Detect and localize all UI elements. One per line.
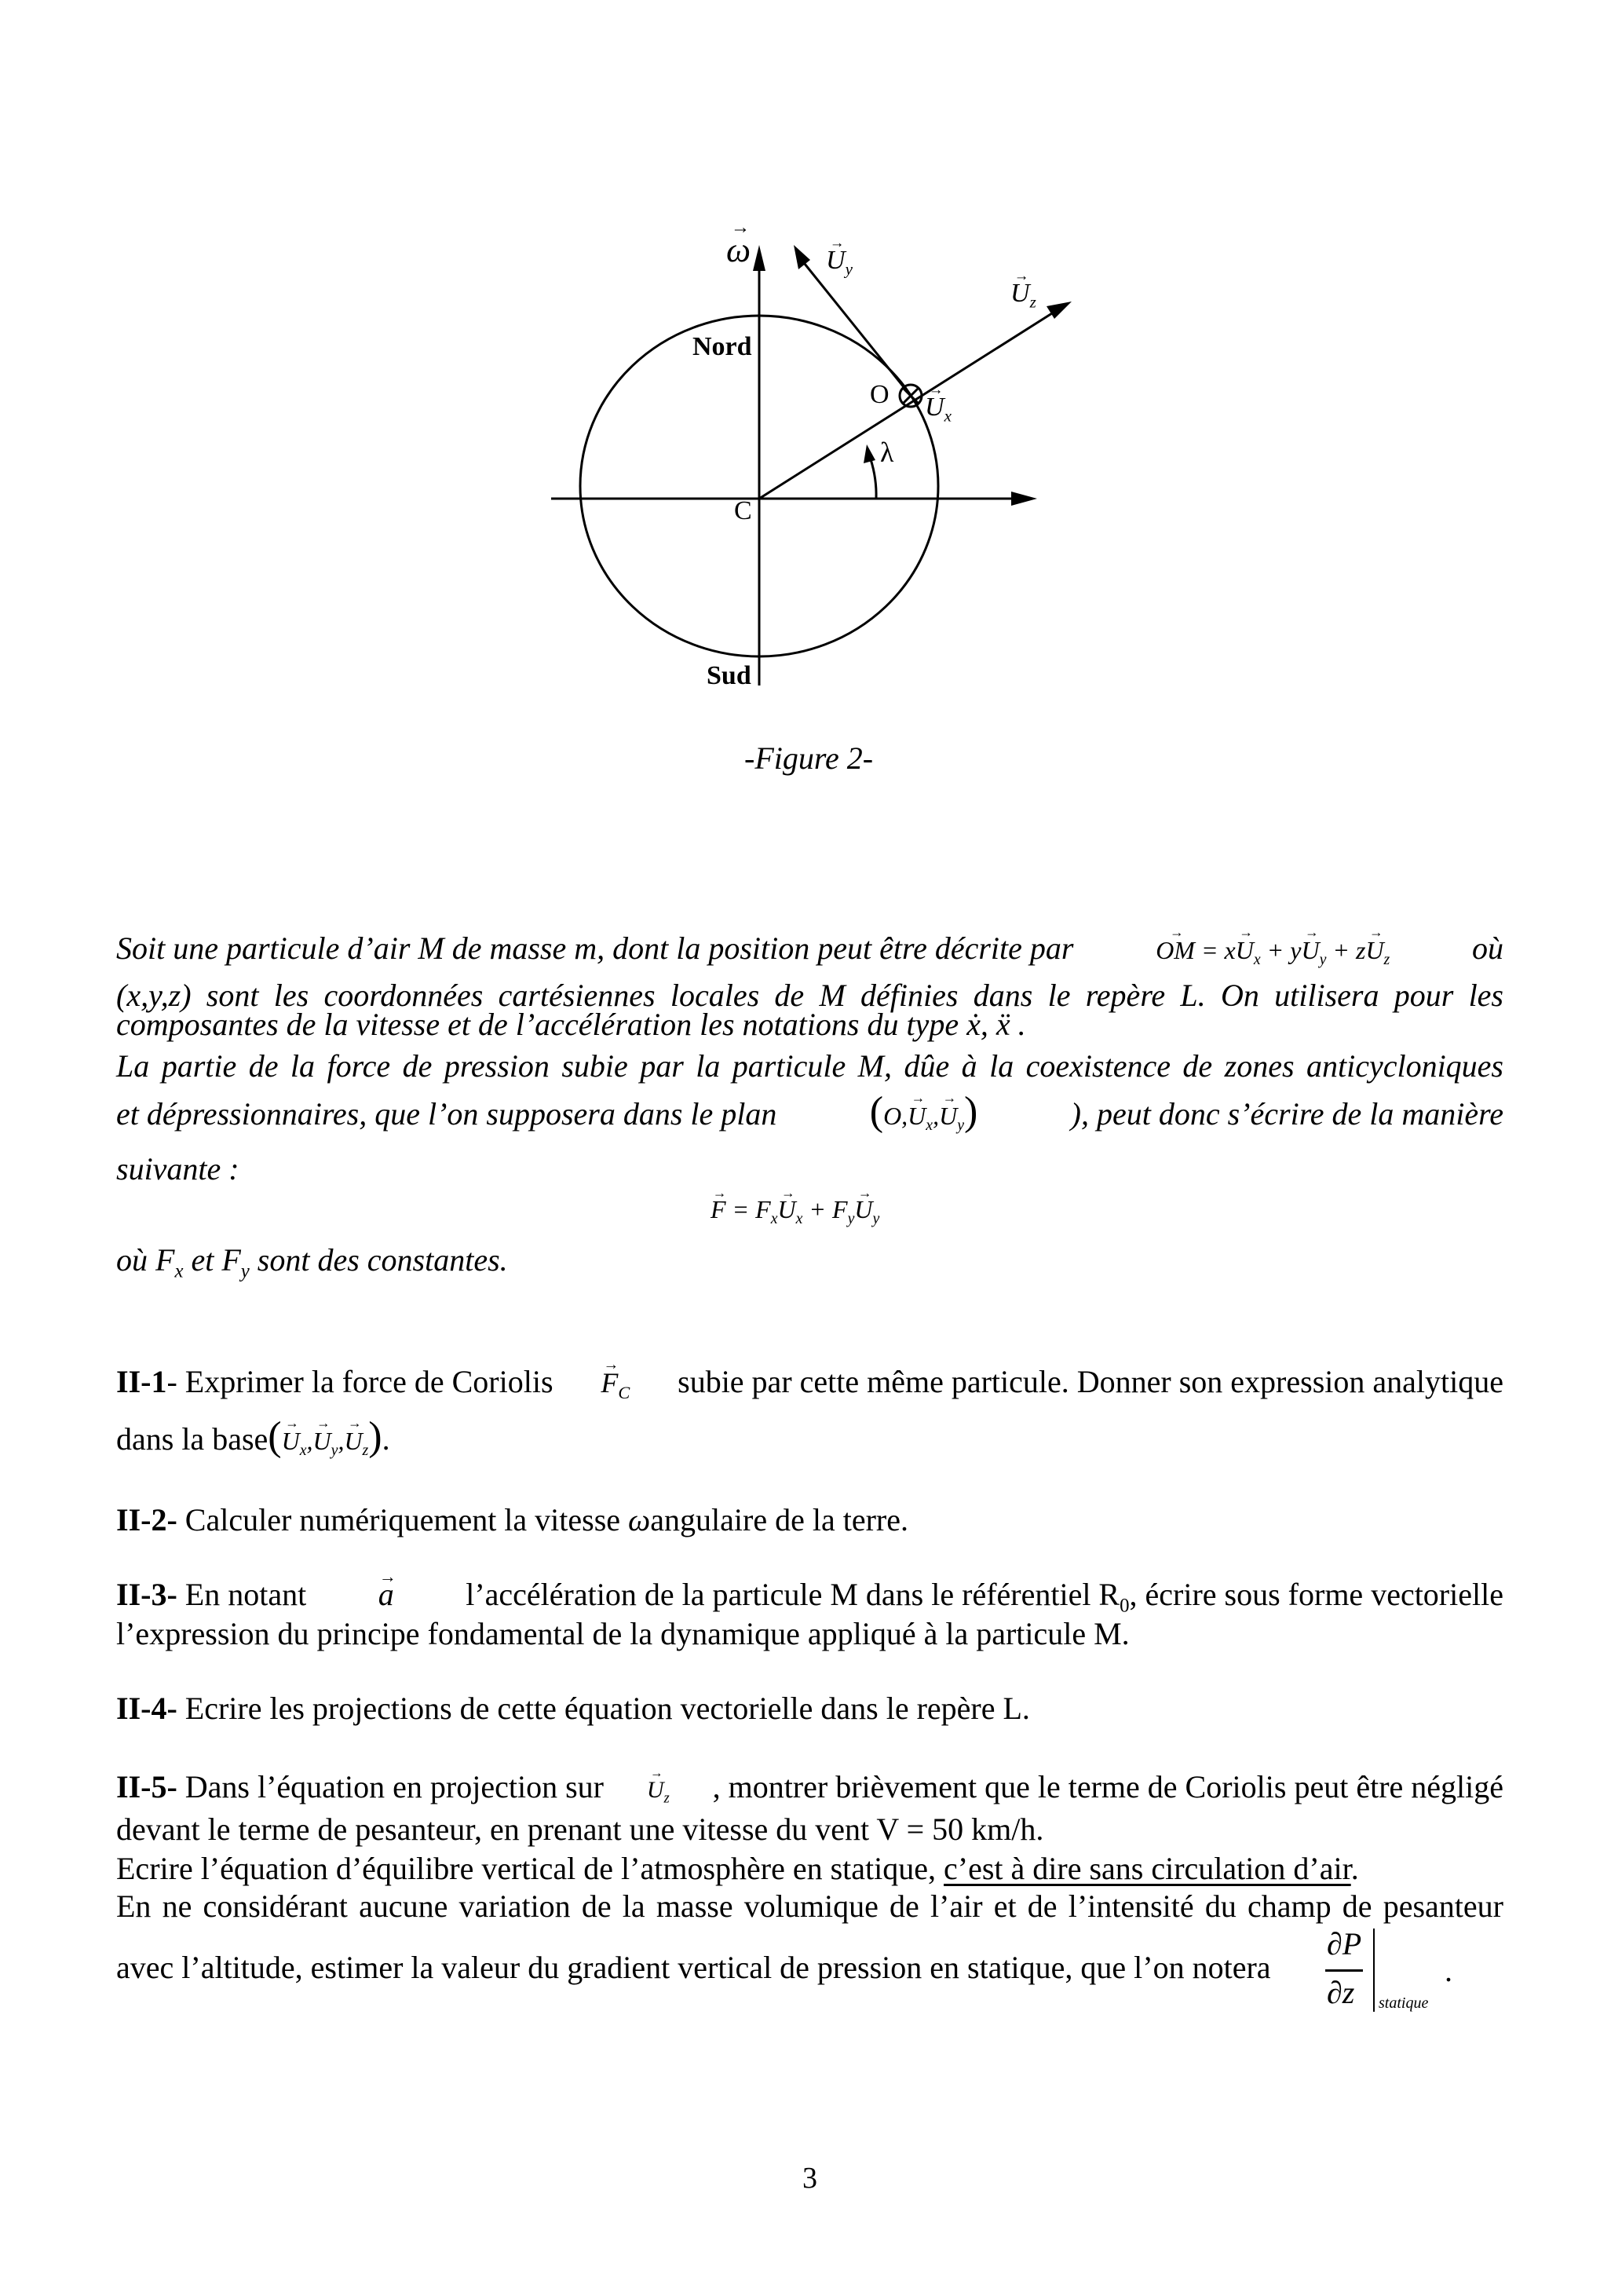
pressure-gradient-fraction: ∂P ∂z statique [1327,1926,1429,2012]
intro-line-1: Soit une particule d’air M de masse m, dont la position peut être décrite par → OM = $x\to U_x + y\to U_y + z\to U_z$ où [116,933,1503,966]
figure-caption: -Figure 2- [744,740,874,776]
uz-label: → $U_z$ [1010,279,1036,309]
intro-line-4: La partie de la force de pression subie par la particule M, dûe à la coexistence de zones anticycloniques [116,1048,1503,1084]
figure-2-diagram [0,0,1622,785]
intro-line-6: suivante : [116,1151,239,1186]
om-equation: → OM = $x\to U_x + y\to U_y + z\to U_z$ [1156,934,1390,966]
intro-line-5: et dépressionnaires, que l’on supposera dans le plan $(O,\to U_x,\to U_y)$ ), peut donc s’écrire de la manière [116,1096,1503,1132]
question-ii-3-line-2: l’expression du principe fondamental de la dynamique appliqué à la particule M. [116,1616,1130,1651]
ux-label: → $U_x$ [925,393,952,422]
question-label: II-4- [116,1691,177,1726]
question-ii-1-line-2: dans la base(→ $U_x,\to U_y,\to U_z$). [116,1421,1503,1457]
sud-label: Sud [707,661,751,690]
intro-line-2: (x,y,z) sont les coordonnées cartésiennes locales de M définies dans le repère L. On utilisera pour les [116,978,1503,1013]
uz-arrowhead [1047,302,1072,319]
question-ii-5-line-2: devant le terme de pesanteur, en prenant une vitesse du vent V = 50 km/h. [116,1812,1044,1847]
question-ii-5: II-5- Dans l’équation en projection sur → $U_z$ , montrer brièvement que le terme de Coriolis peut être négligé [116,1771,1503,1806]
lambda-arc [871,459,876,499]
uy-label: → $U_y$ [826,246,853,276]
lambda-arrowhead [864,444,875,463]
plan-expression: $(O,\to U_x,\to U_y)$ [870,1096,978,1132]
question-ii-5-line-5: avec l’altitude, estimer la valeur du gradient vertical de pression en statique, que l’on notera [116,1950,1271,1985]
uy-arrowhead [794,245,810,269]
question-label: II-3- [116,1577,177,1612]
equator-arrowhead [1011,492,1037,506]
question-ii-1: II-1- Exprimer la force de Coriolis → $F_C$ subie par cette même particule. Donner son expression analytique [116,1366,1503,1398]
sentence-end-period: . [1445,1953,1452,1988]
nord-label: Nord [692,332,752,361]
intro-line-3: composantes de la vitesse et de l’accélération les notations du type ẋ, ẍ . [116,1007,1026,1042]
center-label: C [734,496,752,525]
question-ii-5-line-4: En ne considérant aucune variation de la masse volumique de l’air et de l’intensité du champ de pesanteur [116,1888,1503,1924]
underlined-text: c’est à dire sans circulation d’air [944,1851,1351,1886]
origin-label: O [870,380,890,409]
omega-arrowhead [753,245,765,271]
question-ii-5-line-3: Ecrire l’équation d’équilibre vertical de l’atmosphère en statique, c’est à dire sans circulation d’air. [116,1851,1359,1886]
uy-axis [805,264,911,396]
question-label: II-5- [116,1769,177,1804]
question-ii-2: II-2- Calculer numériquement la vitesse ωangulaire de la terre. [116,1502,908,1537]
force-equation: → $F = F_x\to U_x + F_y\to U_y$ [711,1195,879,1224]
question-label: II-1 [116,1364,167,1399]
page-number: 3 [802,2162,817,2195]
intro-line-constants: où $F_x$ et $F_y$ sont des constantes. [116,1242,508,1282]
question-label: II-2- [116,1502,177,1537]
question-ii-3: II-3- En notant → a l’accélération de la particule M dans le référentiel $R_0$, écrire sous forme vectorielle [116,1579,1503,1610]
question-ii-4: II-4- Ecrire les projections de cette équation vectorielle dans le repère L. [116,1691,1030,1726]
lambda-label: λ [880,437,894,468]
omega-label: → ω [726,230,751,270]
